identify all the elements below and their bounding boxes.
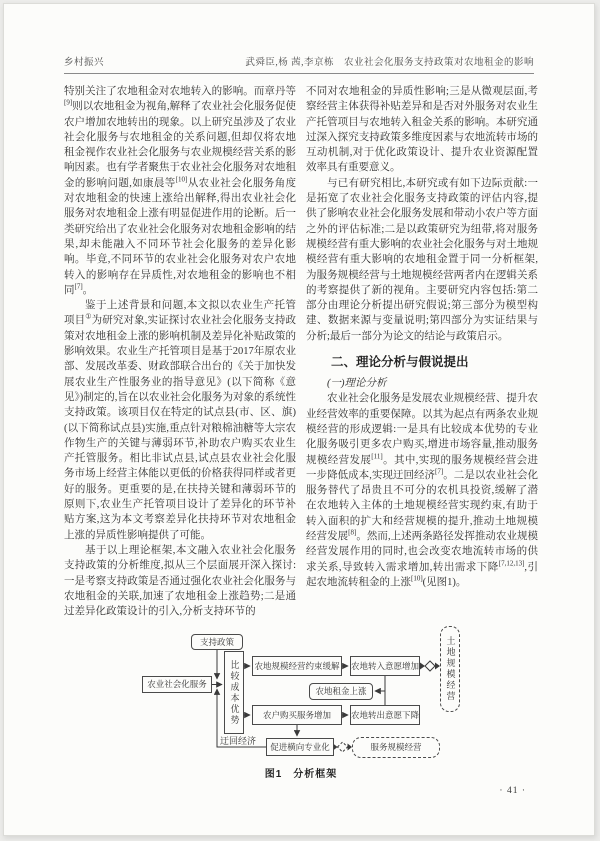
paragraph: 特别关注了农地租金对农地转入的影响。而章丹等[9]则以农地租金为视角,解释了农业社会化服务促使农户增加农地转出的现象。以上研究虽涉及了农业社会化服务与农地租金的关系问题,但却仅将农地租金视作农业社会化服务与农业规模经营关系的影响因素。也有学者聚焦于农业社会化服务对农地租金的影响问题,如康晨等[10]从农业社会化服务角度对农地租金的快速上涨给出解释,得出农业社会化服务对农地租金上涨有明显促进作用的论断。后一类研究给出了农业社会化服务对农地租金影响的结果,却未能融入不同环节社会化服务的差异化影响。毕竟,不同环节的农业社会化服务对农户农地转入的影响存在异质性,对农地租金的影响也不相同[7]。 [64,86,296,296]
header-rule [64,73,534,74]
figure-node-transfer-in-willingness: 农地转入意愿增加 [350,656,420,676]
figure-node-service-scale-operation: 服务规模经营 [352,737,440,758]
running-head: 武舜臣,杨 茜,李京栋 农业社会化服务支持政策对农地租金的影响 [245,58,534,68]
right-column [306,84,538,622]
paper-page [3,3,595,836]
text-columns [64,84,538,622]
figure-node-socialized-service: 农业社会化服务 [142,676,212,693]
paragraph: 不同对农地租金的异质性影响;三是从微观层面,考察经营主体获得补贴差异和是否对外服务对农业生产托管项目与农地转入租金关系的影响。本研究通过深入探究支持政策多维度因素与农地流转市场的互动机制,对于优化政策设计、提升农业资源配置效率具有重要意义。 [306,86,538,174]
left-column [64,84,296,622]
paragraph: 基于以上理论框架,本文融入农业社会化服务支持政策的分析维度,拟从三个层面展开深入探讨:一是考察支持政策是否通过强化农业社会化服务与农地租金的关联,加速了农地租金上涨趋势;二是通过差异化政策设计的引入,分析支持环节的 [64,544,296,618]
figure-node-support-policy: 支持政策 [191,634,243,650]
figure-label-roundabout-economy: 迂回经济 [220,736,257,746]
journal-section-label: 乡村振兴 [64,58,105,68]
figure-node-service-purchase-increase: 农户购买服务增加 [252,705,342,725]
figure-node-land-scale-operation: 土地规模经营 [440,626,460,712]
figure-caption: 图1 分析框架 [264,769,338,780]
figure-node-transfer-out-decline: 农地转出意愿下降 [350,705,420,725]
paragraph: 与已有研究相比,本研究或有如下边际贡献:一是拓宽了农业社会化服务支持政策的评估内容,提供了影响农业社会化服务发展和带动小农户等方面之外的评估标准;二是以政策研究为纽带,将对服务规模经营有重大影响的农业社会化服务与对土地规模经营有重大影响的农地租金置于同一分析框架,为服务规模经营与土地规模经营两者内在逻辑关系的考察提供了新的视角。主要研究内容包括:第二部分由理论分析提出研究假说;第三部分为模型构建、数据来源与变量说明;第四部分为实证结果与分析;最后一部分为论文的结论与政策启示。 [306,177,538,342]
figure-node-cost-advantage: 比较成本优势 [224,651,244,734]
section-heading: 二、理论分析与假说提出 [331,355,469,370]
figure-1-analysis-framework [64,625,538,785]
figure-node-horizontal-specialization: 促进横向专业化 [266,738,334,756]
figure-node-scale-constraint-relief: 农地规模经营约束缓解 [252,656,342,676]
paragraph: 鉴于上述背景和问题,本文拟以农业生产托管项目①为研究对象,实证探讨农业社会化服务支持政策对农地租金上涨的影响机制及差异化补贴政策的影响效果。农业生产托管项目是基于2017年原农业部、发展改革委、财政部联合出台的《关于加快发展农业生产性服务业的指导意见》(以下简称《意见》)制定的,旨在以农业社会化服务为对象的系统性支持政策。该项目仅在特定的试点县(市、区、旗)(以下简称试点县)实施,重点针对粮棉油糖等大宗农作物生产的关键与薄弱环节,补助农户购买农业生产托管服务。相比非试点县,试点县农业社会化服务市场上经营主体能以更低的价格获得同样或者更好的服务。更重要的是,在扶持关键和薄弱环节的原则下,农业生产托管项目设计了差异化的环节补贴方案,这为本文考察差异化扶持环节对农地租金上涨的异质性影响提供了可能。 [64,300,296,541]
paragraph: 农业社会化服务是发展农业规模经营、提升农业经营效率的重要保障。以其为起点有两条农业规模经营的形成逻辑:一是具有比较成本优势的专业化服务吸引更多农户购买,增进市场容量,推动服务规模经营发展[11]。其中,实现的服务规模经营会进一步降低成本,实现迂回经济[7]。二是以农业社会化服务替代了昂贵且不可分的农机具投资,缓解了潜在农地转入主体的土地规模经营实现约束,有助于转入面积的扩大和经营规模的提升,推动土地规模经营发展[8]。然而,上述两条路径发挥推动农业规模经营发展作用的同时,也会改变农地流转市场的供求关系,导致转入需求增加,转出需求下降[7,12,13],引起农地流转租金的上涨[10](见图1)。 [306,393,538,588]
page-number: · 41 · [499,786,526,796]
page-header [64,54,534,68]
figure-node-rent-rise: 农地租金上涨 [309,683,373,700]
subsection-heading: (一)理论分析 [327,378,387,390]
